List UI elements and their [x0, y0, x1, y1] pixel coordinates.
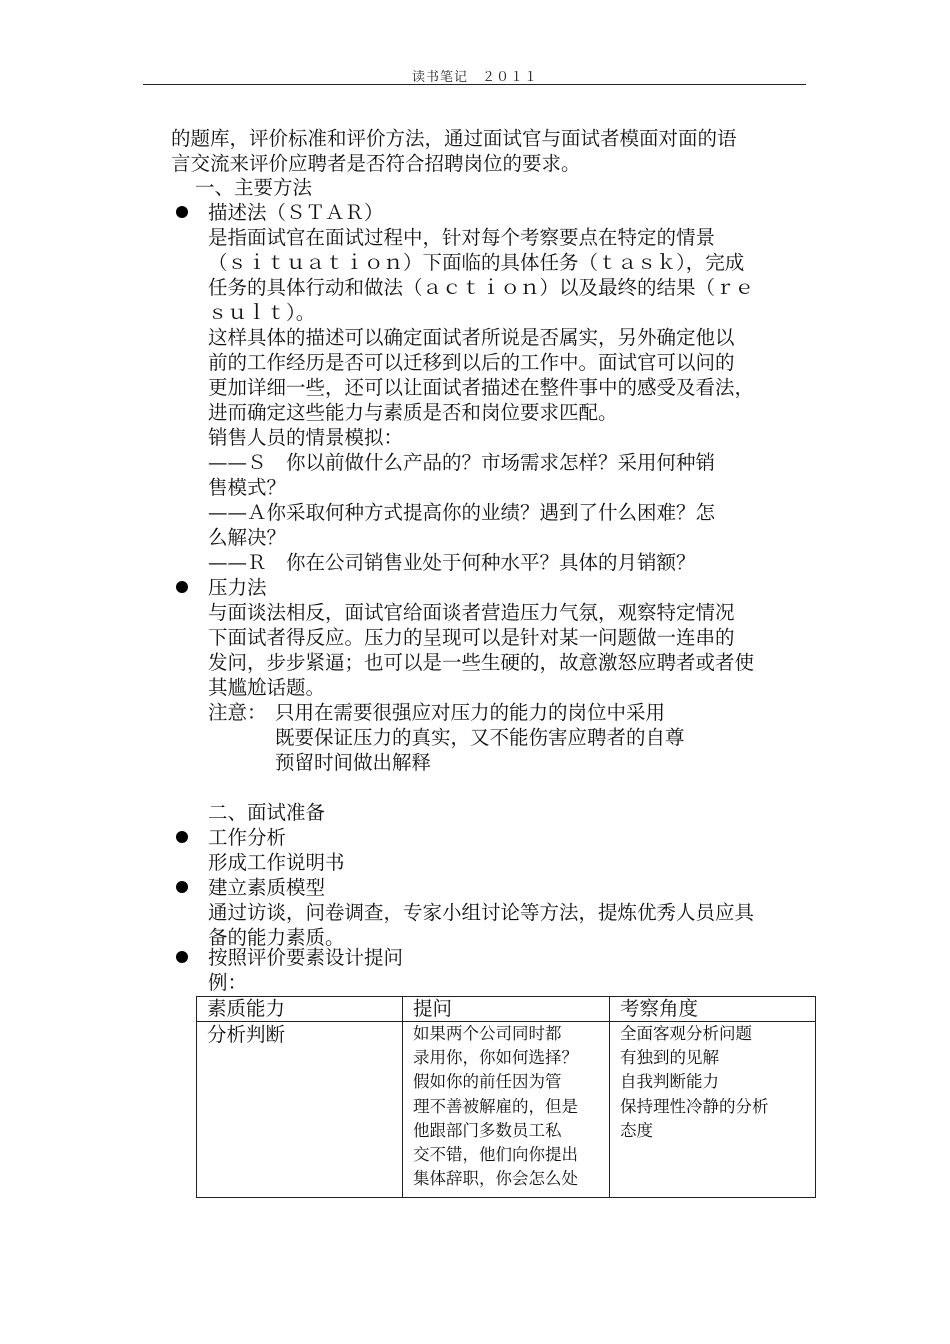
- competency-cell: [197, 1022, 403, 1198]
- angle-line: 全面客观分析问题: [620, 1024, 752, 1043]
- evaluation-table: [196, 996, 816, 1198]
- column-header: 素质能力: [197, 997, 403, 1022]
- star-text: ——Ｒ 你在公司销售业处于何种水平？具体的月销额？: [208, 551, 696, 574]
- star-text: 进而确定这些能力与素质是否和岗位要求匹配。: [208, 401, 618, 424]
- note-item: 只用在需要很强应对压力的能力的岗位中采用: [275, 701, 666, 724]
- competency-name: 分析判断: [207, 1023, 286, 1046]
- note-item: 既要保证压力的真实，又不能伤害应聘者的自尊: [275, 726, 685, 749]
- star-text: ——Ａ你采取何种方式提高你的业绩？遇到了什么困难？怎: [208, 501, 716, 524]
- competency-model-title: 建立素质模型: [208, 876, 326, 899]
- bullet-icon: [176, 581, 188, 593]
- bullet-icon: [176, 881, 188, 893]
- star-text: 任务的具体行动和做法（ａｃｔｉｏｎ）以及最终的结果（ｒｅ: [208, 276, 755, 299]
- star-title: 描述法（ＳＴＡＲ）: [208, 201, 384, 224]
- question-line: 如果两个公司同时都: [413, 1024, 562, 1043]
- star-text: 前的工作经历是否可以迁移到以后的工作中。面试官可以问的: [208, 351, 735, 374]
- pressure-title: 压力法: [208, 576, 267, 599]
- angle-line: 自我判断能力: [620, 1072, 719, 1092]
- pressure-text: 下面试者得反应。压力的呈现可以是针对某一问题做一连串的: [208, 626, 735, 649]
- job-analysis-title: 工作分析: [208, 826, 287, 849]
- column-header: 考察角度: [610, 997, 816, 1022]
- pressure-text: 发问，步步紧逼；也可以是一些生硬的，故意激怒应聘者或者使: [208, 651, 755, 674]
- angle-line: 保持理性冷静的分析: [620, 1096, 769, 1116]
- question-line: 假如你的前任因为管: [413, 1072, 562, 1092]
- intro-line-1: 的题库，评价标准和评价方法，通过面试官与面试者模面对面的语: [171, 127, 737, 150]
- bullet-icon: [176, 206, 188, 218]
- star-text: 是指面试官在面试过程中，针对每个考察要点在特定的情景: [208, 226, 716, 249]
- question-design-title: 按照评价要素设计提问: [208, 946, 404, 969]
- example-label: 例：: [208, 971, 248, 994]
- note-item: 预留时间做出解释: [275, 751, 432, 774]
- pressure-text: 其尴尬话题。: [208, 676, 326, 699]
- question-line: 录用你，你如何选择？: [413, 1048, 578, 1068]
- note-label: 注意：: [208, 701, 267, 724]
- column-header: 提问: [403, 997, 610, 1022]
- competency-model-text: 通过访谈，问卷调查，专家小组讨论等方法，提炼优秀人员应具: [208, 901, 755, 924]
- bullet-icon: [176, 831, 188, 843]
- section1-heading: 一、主要方法: [195, 176, 313, 199]
- header-rule: [143, 84, 806, 85]
- star-text: 售模式？: [208, 476, 287, 499]
- star-text: 销售人员的情景模拟：: [208, 426, 404, 449]
- pressure-text: 与面谈法相反，面试官给面谈者营造压力气氛，观察特定情况: [208, 601, 735, 624]
- section2-heading: 二、面试准备: [208, 801, 326, 824]
- competency-model-text: 备的能力素质。: [208, 926, 345, 949]
- job-analysis-text: 形成工作说明书: [208, 851, 345, 874]
- table-row: [197, 1022, 816, 1198]
- question-line: 理不善被解雇的，但是: [413, 1096, 578, 1116]
- star-text: 更加详细一些，还可以让面试者描述在整件事中的感受及看法，: [208, 376, 755, 399]
- table-header-row: [197, 997, 816, 1022]
- star-text: ｓｕｌｔ）。: [208, 301, 316, 324]
- angle-line: 有独到的见解: [620, 1048, 719, 1068]
- angle-cell: [610, 1022, 816, 1198]
- question-line: 交不错，他们向你提出: [413, 1145, 578, 1165]
- star-text: 这样具体的描述可以确定面试者所说是否属实，另外确定他以: [208, 326, 735, 349]
- star-text: 么解决？: [208, 526, 287, 549]
- question-cell: [403, 1022, 610, 1198]
- star-text: （ｓｉｔｕａｔｉｏｎ）下面临的具体任务（ｔａｓｋ），完成: [208, 251, 745, 274]
- bullet-icon: [176, 951, 188, 963]
- question-line: 集体辞职，你会怎么处: [413, 1169, 578, 1189]
- intro-line-2: 言交流来评价应聘者是否符合招聘岗位的要求。: [171, 152, 581, 175]
- angle-line: 态度: [620, 1120, 653, 1140]
- question-line: 他跟部门多数员工私: [413, 1120, 562, 1140]
- page-header: 读书笔记 ２０１１: [411, 70, 538, 85]
- star-text: ——Ｓ 你以前做什么产品的？市场需求怎样？采用何种销: [208, 451, 716, 474]
